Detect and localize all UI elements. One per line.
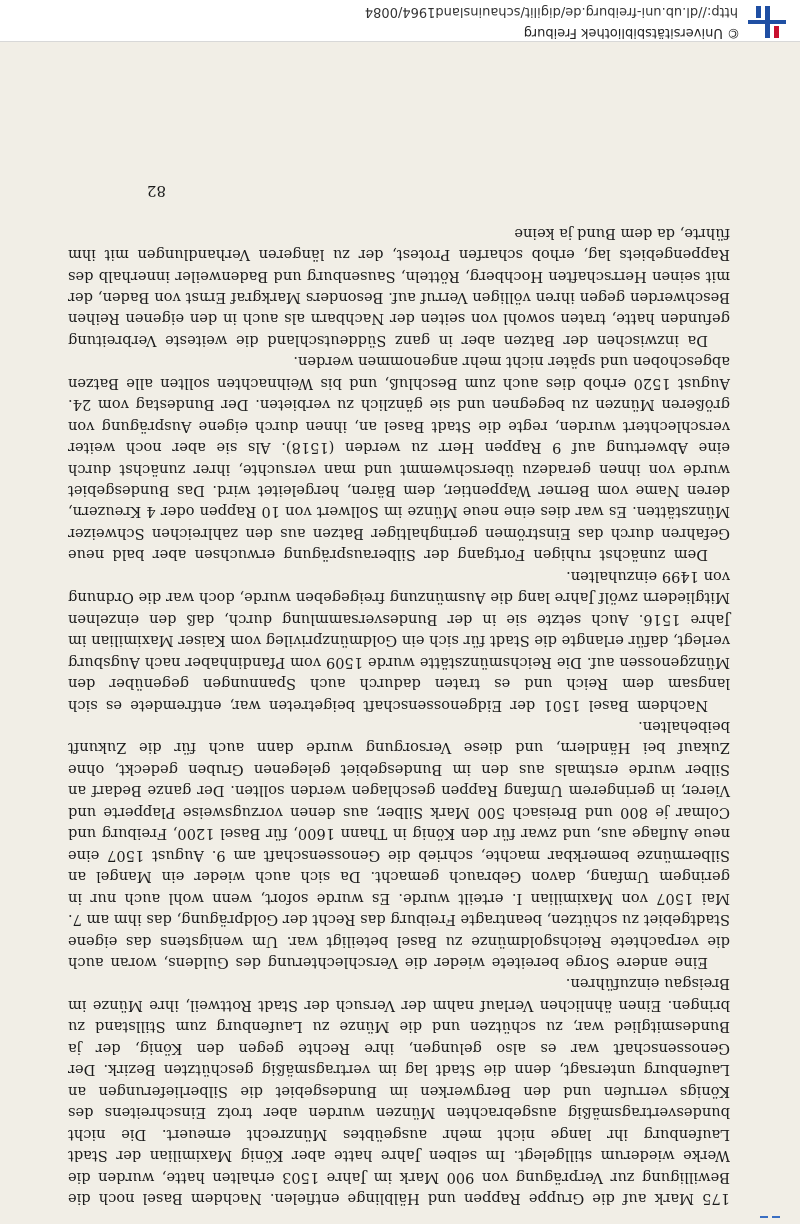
body-text bbox=[68, 222, 730, 1209]
paragraph: 175 Mark auf die Gruppe Rappen und Hälblinge entfielen. Nachdem Basel noch die Bewilligung zur Verprägung von 900 Mark im Jahre 1503 erhalten hatte, wurden die Werke wiederum stillgelegt. Im selben Jahre hatte aber König Maximilian der Stadt Laufenburg ihr lange nicht mehr ausgeübtes Münzrecht erneuert. Die nicht bundesvertragsmäßig ausgebrachten Münzen wurden aber trotz Einschreitens des Königs verrufen und den Bergwerken im Bundesgebiet die Silberlieferungen an Laufenburg untersagt, denn die Stadt lag im vertragsmäßig geschützten Bezirk. Der Genossenschaft war es also gelungen, ihre Rechte gegen den König, der ja Bundesmitglied war, zu schützen und die Münze zu Laufenburg zum Stillstand zu bringen. Einen ähnlichen Verlauf nahm der Versuch der Stadt Rottweil, ihre Münze im Breisgau einzuführen. bbox=[68, 975, 730, 1207]
logo-stem-icon bbox=[765, 6, 770, 38]
logo-blue-block-icon bbox=[756, 6, 761, 18]
corner-mark bbox=[760, 1216, 768, 1218]
paragraph: Dem zunächst ruhigen Fortgang der Silberausprägung erwuchsen aber bald neue Gefahren durch das Einströmen geringhaltiger Batzen aus den zahlreichen Schweizer Münzstätten. Es war dies eine neue Münze im Sollwert von 10 Rappen oder 4 Kreuzern, deren Name vom Berner Wappentier, dem Bären, hergeleitet wird. Das Bundesgebiet wurde von ihnen geradezu überschwemmt und man versuchte, ihrer zunächst durch eine Abwertung auf 9 Rappen Herr zu werden (1518). Als sie aber noch weiter verschlechtert wurden, regte die Stadt Basel an, ihnen durch eigene Ausprägung von größeren Münzen zu begegnen und sie gänzlich zu verbieten. Der Bundestag vom 24. August 1520 erhob dies auch zum Beschluß, und bis Weihnachten sollten alle Batzen abgeschoben und später nicht mehr angenommen werden. bbox=[68, 353, 730, 564]
ub-freiburg-logo-icon bbox=[744, 4, 790, 40]
paragraph: Eine andere Sorge bereitete wieder die Verschlechterung des Guldens, woran auch die verpachtete Reichsgoldmünze zu Basel beteiligt war. Um wenigstens das eigene Stadtgebiet zu schützen, beantragte Freiburg das Recht der Goldprägung, das ihm am 7. Mai 1507 von Maximilian I. erteilt wurde. Es wurde sofort, wenn wohl auch nur in geringem Umfang, davon Gebrauch gemacht. Da sich auch wieder ein Mangel an Silbermünze bemerkbar machte, schrieb die Genossenschaft am 9. August 1507 eine neue Auflage aus, und zwar für den König in Thann 1600, für Basel 1200, Freiburg und Colmar je 800 und Breisach 500 Mark Silber, aus denen vorzugsweise Plapperte und Vierer, in geringerem Umfang Rappen geschlagen werden sollten. Der ganze Bedarf an Silber wurde erstmals aus den im Bundesgebiet gelegenen Gruben gedeckt, ohne Zukauf bei Händlern, und diese Versorgung wurde dann auch für die Zukunft beibehalten. bbox=[68, 718, 730, 972]
copyright-notice: © Universitätsbibliothek Freiburg bbox=[523, 25, 740, 40]
header-divider bbox=[0, 41, 800, 42]
logo-red-block-icon bbox=[774, 26, 779, 38]
paragraph: Da inzwischen der Batzen aber in ganz Süddeutschland die weiteste Verbreitung gefunden hatte, traten sowohl von seiten der Nachbarn als auch in den eigenen Reihen Beschwerden gegen ihren völligen Verruf auf. Besonders Markgraf Ernst von Baden, der mit seinen Herrschaften Hochberg, Rötteln, Sausenburg und Badenweiler innerhalb des Rappengebiets lag, erhob scharfen Protest, der zu längeren Verhandlungen mit ihm führte, da dem Bund ja keine bbox=[68, 224, 730, 349]
paragraph: Nachdem Basel 1501 der Eidgenossenschaft beigetreten war, entfremdete es sich langsam dem Reich und es traten dadurch auch Spannungen gegenüber den Münzgenossen auf. Die Reichsmünzstätte wurde 1509 vom Pfandinhaber nach Augsburg verlegt, dafür erlangte die Stadt für sich ein Goldmünzprivileg vom Kaiser Maximilian im Jahre 1516. Auch setzte sie in der Bundesversammlung durch, daß den einzelnen Mitgliedern zwölf Jahre lang die Ausmünzung freigegeben wurde, doch war die Ordnung von 1499 einzuhalten. bbox=[68, 567, 730, 714]
corner-mark bbox=[772, 1216, 780, 1218]
source-url-link[interactable]: http://dl.ub.uni-freiburg.de/digilit/schauinsland1964/0084 bbox=[364, 4, 738, 19]
page-number: 82 bbox=[146, 182, 166, 200]
